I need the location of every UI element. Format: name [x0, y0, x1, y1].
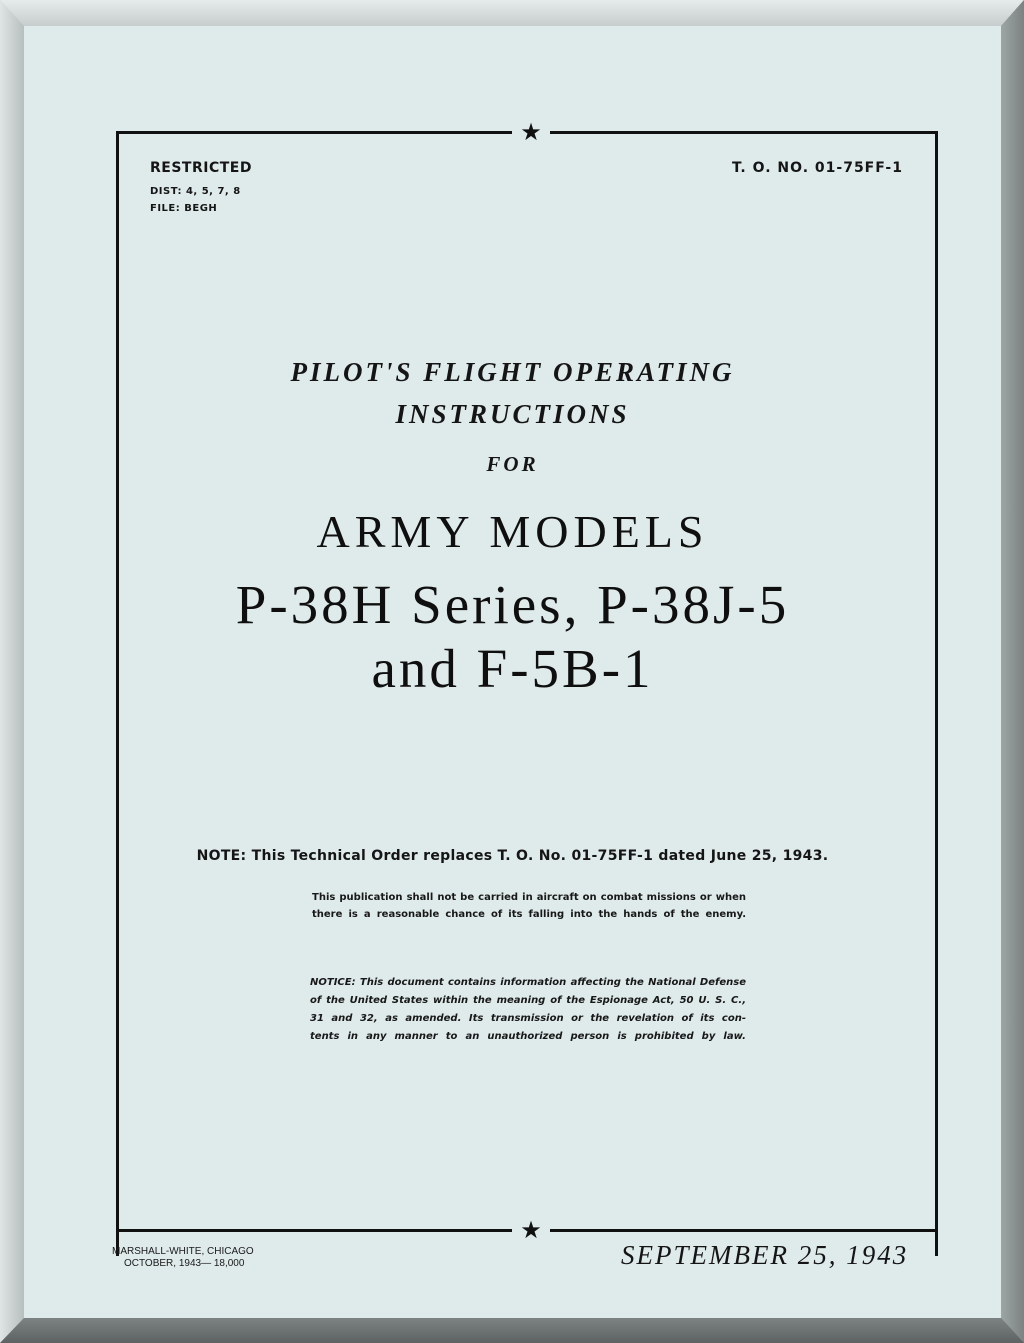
title-aircraft-models: P-38H Series, P-38J-5	[235, 574, 790, 635]
notice-line-2: of the United States within the meaning of the Espionage Act, 50 U. S. C.,	[310, 995, 746, 1006]
title-army-models: ARMY MODELS	[316, 506, 709, 557]
top-rule-left	[116, 131, 512, 134]
top-star-icon: ★	[520, 118, 542, 146]
frame-bevel-top	[0, 0, 1024, 26]
printer-line-2: OCTOBER, 1943— 18,000	[124, 1258, 245, 1269]
notice-line-4: tents in any manner to an unauthorized person is prohibited by law.	[310, 1031, 746, 1042]
publication-date: SEPTEMBER 25, 1943	[621, 1240, 909, 1270]
frame-bevel-left	[0, 0, 24, 1343]
frame-bevel-bottom	[0, 1318, 1024, 1343]
notice-line-1: NOTICE: This document contains information affecting the National Defense	[310, 977, 746, 988]
title-line-3: FOR	[486, 452, 539, 476]
bottom-rule-left	[116, 1229, 512, 1232]
title-line-2: INSTRUCTIONS	[395, 399, 630, 429]
distribution-label: DIST: 4, 5, 7, 8	[150, 186, 241, 197]
bottom-star-icon: ★	[520, 1216, 542, 1244]
replacement-note: NOTE: This Technical Order replaces T. O. No. 01-75FF-1 dated June 25, 1943.	[196, 848, 829, 864]
title-line-1: PILOT'S FLIGHT OPERATING	[290, 357, 735, 387]
title-aircraft-models-2: and F-5B-1	[371, 638, 654, 699]
publication-warning-line-2: there is a reasonable chance of its falling into the hands of the enemy.	[312, 909, 746, 920]
document-page	[24, 26, 1001, 1318]
printer-line-1: MARSHALL-WHITE, CHICAGO	[112, 1246, 254, 1257]
notice-line-3: 31 and 32, as amended. Its transmission or the revelation of its con-	[310, 1013, 746, 1024]
publication-warning-line-1: This publication shall not be carried in aircraft on combat missions or when	[312, 892, 746, 903]
frame-bevel-right	[1001, 0, 1024, 1343]
file-label: FILE: BEGH	[150, 203, 218, 214]
technical-order-number: T. O. NO. 01-75FF-1	[732, 160, 903, 176]
top-rule-right	[550, 131, 938, 134]
bottom-rule-right	[550, 1229, 938, 1232]
classification-label: RESTRICTED	[150, 160, 252, 176]
